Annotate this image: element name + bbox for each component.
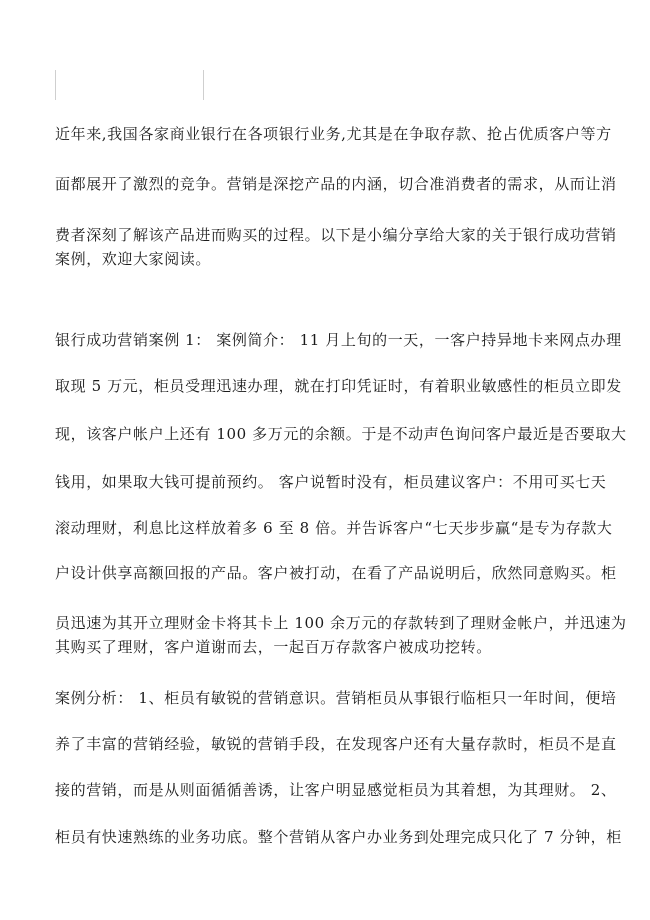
text-line: 案例，欢迎大家阅读。 <box>55 250 212 268</box>
text-line: 户设计供享高额回报的产品。客户被打动，在看了产品说明后，欣然同意购买。柜 <box>55 564 617 582</box>
text-line: 银行成功营销案例 1： 案例简介： 11 月上旬的一天，一客户持异地卡来网点办理 <box>55 331 622 349</box>
text-line: 近年来,我国各家商业银行在各项银行业务,尤其是在争取存款、抢占优质客户等方 <box>55 125 612 143</box>
text-line: 钱用，如果取大钱可提前预约。 客户说暂时没有，柜员建议客户：不用可买七天 <box>55 473 607 491</box>
text-line: 现，该客户帐户上还有 100 多万元的余额。于是不动声色询问客户最近是否要取大 <box>55 425 627 443</box>
text-line: 案例分析： 1、柜员有敏锐的营销意识。营销柜员从事银行临柜只一年时间，便培 <box>55 689 617 707</box>
text-line: 取现 5 万元，柜员受理迅速办理，就在打印凭证时，有着职业敏感性的柜员立即发 <box>55 377 622 395</box>
header-margin-mark-right <box>203 70 204 100</box>
text-line: 费者深刻了解该产品进而购买的过程。以下是小编分享给大家的关于银行成功营销 <box>55 226 617 244</box>
text-line: 面都展开了激烈的竞争。营销是深挖产品的内涵，切合准消费者的需求，从而让消 <box>55 175 617 193</box>
text-line: 滚动理财，利息比这样放着多 6 至 8 倍。并告诉客户“七天步步赢“是专为存款大 <box>55 519 613 537</box>
text-line: 柜员有快速熟练的业务功底。整个营销从客户办业务到处理完成只化了 7 分钟，柜 <box>55 828 622 846</box>
header-margin-mark-left <box>55 70 56 100</box>
text-line: 接的营销，而是从则面循循善诱，让客户明显感觉柜员为其着想，为其理财。 2、 <box>55 781 617 799</box>
text-line: 员迅速为其开立理财金卡将其卡上 100 余万元的存款转到了理财金帐户，并迅速为 <box>55 614 627 632</box>
text-line: 其购买了理财，客户道谢而去，一起百万存款客户被成功挖转。 <box>55 638 492 656</box>
text-line: 养了丰富的营销经验，敏锐的营销手段，在发现客户还有大量存款时，柜员不是直 <box>55 735 617 753</box>
